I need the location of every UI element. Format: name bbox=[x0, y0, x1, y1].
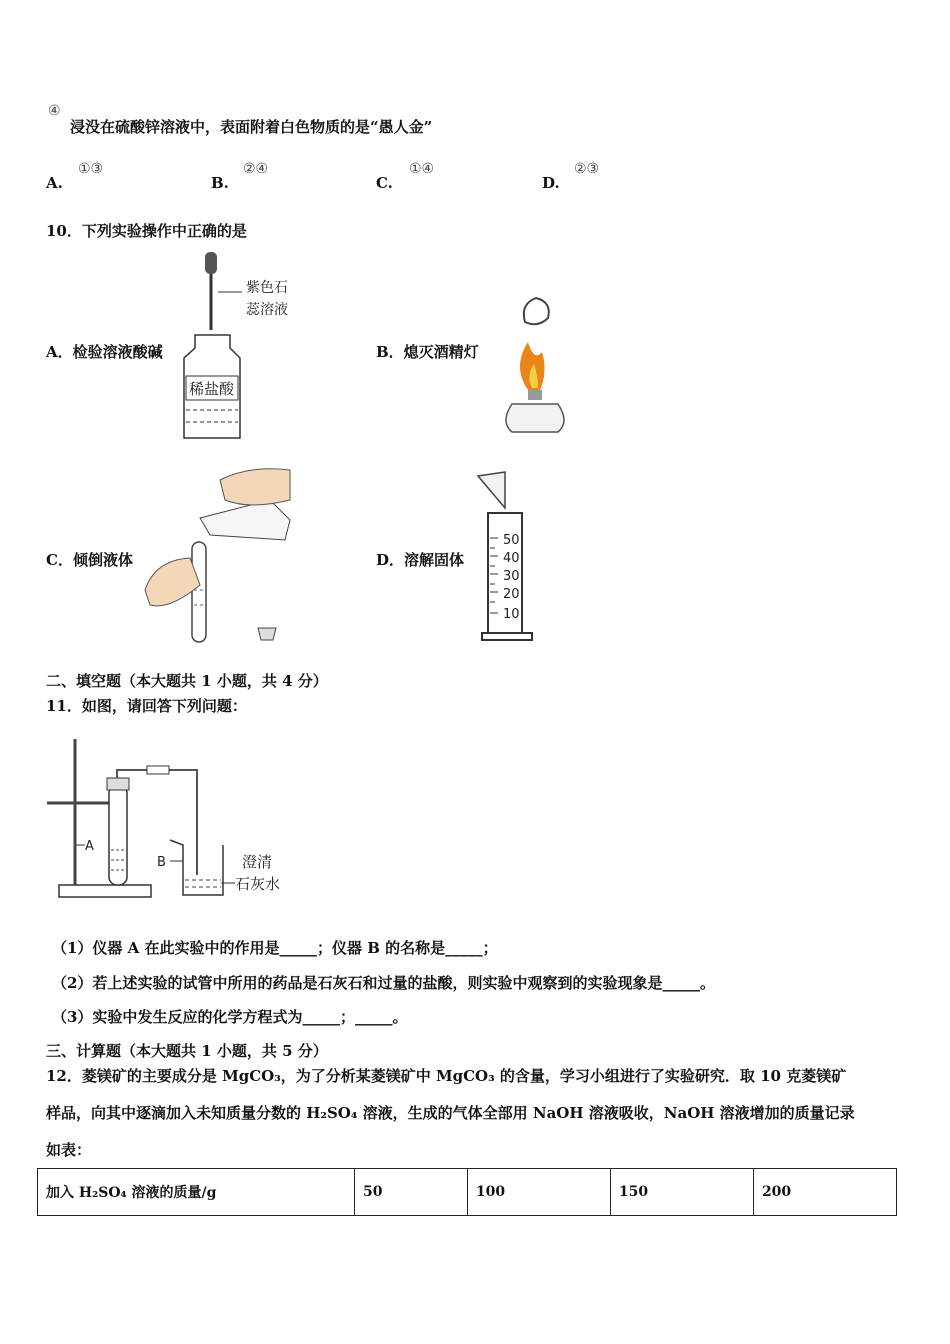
option-b-label: B. bbox=[211, 174, 229, 192]
option-c-value: ①④ bbox=[409, 161, 435, 177]
q12-line-3: 如表： bbox=[46, 1141, 92, 1159]
q12-line-2: 样品，向其中逐滴加入未知质量分数的 H₂SO₄ 溶液，生成的气体全部用 NaOH 溶液吸收，NaOH 溶液增加的质量记录 bbox=[46, 1104, 855, 1122]
q12-line-1: 12．菱镁矿的主要成分是 MgCO₃，为了分析某菱镁矿中 MgCO₃ 的含量，学习小组进行了实验研究．取 10 克菱镁矿 bbox=[46, 1067, 847, 1085]
figure-alcohol-lamp bbox=[490, 292, 570, 442]
option-d-value: ②③ bbox=[574, 161, 600, 177]
question-10-stem: 10．下列实验操作中正确的是 bbox=[46, 222, 247, 240]
fig-a-label-2: 蕊溶液 bbox=[246, 302, 288, 318]
figure-co2-apparatus bbox=[45, 735, 305, 905]
item-4-text: 浸没在硫酸锌溶液中，表面附着白色物质的是“愚人金” bbox=[70, 118, 433, 136]
q11-part-1: （1）仪器 A 在此实验中的作用是_____；仪器 B 的名称是_____； bbox=[52, 939, 498, 957]
option-d-label: D. bbox=[542, 174, 560, 192]
q11-part-3: （3）实验中发生反应的化学方程式为_____；_____。 bbox=[52, 1008, 408, 1026]
tick-30: 30 bbox=[503, 569, 520, 584]
option-a-value: ①③ bbox=[78, 161, 104, 177]
section-3-title: 三、计算题（本大题共 1 小题，共 5 分） bbox=[46, 1042, 328, 1060]
tick-10: 10 bbox=[503, 607, 520, 622]
item-4-mark: ④ bbox=[48, 103, 61, 119]
table-cell: 50 bbox=[355, 1169, 468, 1216]
tick-20: 20 bbox=[503, 587, 520, 602]
table-row bbox=[38, 1169, 897, 1216]
option-c-label: C. bbox=[376, 174, 393, 192]
option-b-value: ②④ bbox=[243, 161, 269, 177]
liquid-label-2: 石灰水 bbox=[235, 875, 281, 893]
label-a: A bbox=[85, 839, 94, 854]
q10-option-d: D．溶解固体 bbox=[376, 551, 465, 569]
tick-40: 40 bbox=[503, 551, 520, 566]
section-2-title: 二、填空题（本大题共 1 小题，共 4 分） bbox=[46, 672, 328, 690]
fig-a-bottle-label: 稀盐酸 bbox=[189, 380, 235, 398]
table-cell: 100 bbox=[467, 1169, 610, 1216]
table-cell: 200 bbox=[753, 1169, 896, 1216]
figure-pouring-liquid bbox=[140, 460, 300, 645]
table-cell: 150 bbox=[610, 1169, 753, 1216]
figure-litmus-test bbox=[180, 250, 310, 445]
fig-a-label-1: 紫色石 bbox=[246, 280, 288, 296]
table-header-cell: 加入 H₂SO₄ 溶液的质量/g bbox=[38, 1169, 355, 1216]
q10-option-a: A．检验溶液酸碱 bbox=[46, 343, 163, 361]
tick-50: 50 bbox=[503, 533, 520, 548]
q11-part-2: （2）若上述实验的试管中所用的药品是石灰石和过量的盐酸，则实验中观察到的实验现象是_____。 bbox=[52, 974, 715, 992]
liquid-label-1: 澄清 bbox=[242, 853, 273, 871]
figure-measuring-cylinder bbox=[470, 468, 550, 646]
q10-option-b: B．熄灭酒精灯 bbox=[376, 343, 479, 361]
question-11-stem: 11．如图，请回答下列问题： bbox=[46, 697, 247, 715]
label-b: B bbox=[157, 855, 166, 870]
q10-option-c: C．倾倒液体 bbox=[46, 551, 133, 569]
option-a-label: A. bbox=[46, 174, 63, 192]
data-table bbox=[37, 1168, 897, 1216]
